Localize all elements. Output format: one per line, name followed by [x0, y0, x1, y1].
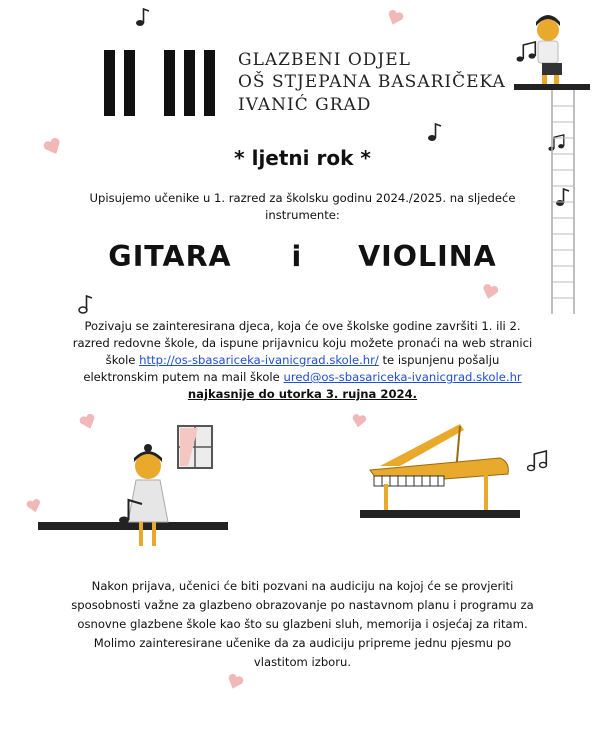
window-illustration [178, 426, 212, 468]
instrument-joiner: i [291, 240, 303, 273]
page-title: * ljetni rok * [234, 146, 371, 170]
school-website-link[interactable]: http://os-sbasariceka-ivanicgrad.skole.hr/ [139, 353, 379, 367]
heart-icon [225, 672, 245, 692]
music-note-icon [427, 121, 443, 143]
invite-line-3-before: škole [105, 353, 136, 367]
piano-illustration [360, 418, 520, 522]
music-note-icon [135, 6, 151, 28]
audition-line-1: Nakon prijava, učenici će biti pozvani na audiciju na kojoj će se provjeriti [91, 579, 514, 593]
invite-line-4-before: elektronskim putem na mail škole [83, 370, 280, 384]
girl-illustration [38, 418, 228, 558]
deadline-line [0, 386, 605, 403]
header-line-3: IVANIĆ GRAD [238, 95, 372, 115]
audition-line-4: Molimo zainteresirane učenike da za audiciju pripreme jednu pjesmu po [93, 636, 512, 650]
music-note-icon [76, 293, 96, 315]
intro-line-1: Upisujemo učenike u 1. razred za školsku godinu 2024./2025. na sljedeće [89, 191, 516, 205]
invite-line-4 [0, 369, 605, 386]
heart-icon [42, 136, 64, 158]
ladder-illustration [508, 14, 590, 314]
instrument-guitar: GITARA [108, 240, 232, 273]
invite-line-3-after: te ispunjenu pošalju [382, 353, 500, 367]
header-line-2: OŠ STJEPANA BASARIČEKA [238, 72, 506, 92]
invite-line-1: Pozivaju se zainteresirana djeca, koja će ove školske godine završiti 1. ili 2. [84, 319, 521, 333]
music-note-icon [527, 449, 549, 473]
school-email-link[interactable]: ured@os-sbasariceka-ivanicgrad.skole.hr [283, 370, 522, 384]
intro-line-2: instrumente: [265, 208, 340, 222]
header-line-1: GLAZBENI ODJEL [238, 50, 411, 70]
heart-icon [385, 8, 405, 28]
invite-line-3 [0, 352, 605, 369]
audition-line-2: sposobnosti važne za glazbeno obrazovanje po nastavnom planu i programu za [71, 598, 534, 612]
audition-line-3: osnovne glazbene škole kao što su glazbeni sluh, memorija i osjećaj za ritam. [77, 617, 528, 631]
audition-line-5: vlastitom izboru. [253, 655, 352, 669]
deadline-text: najkasnije do utorka 3. rujna 2024. [187, 387, 418, 401]
instrument-violin: VIOLINA [358, 240, 497, 273]
heart-icon [480, 282, 500, 302]
invite-line-2: razred redovne škole, da ispune prijavnicu koju možete pronaći na web stranici [72, 336, 533, 350]
